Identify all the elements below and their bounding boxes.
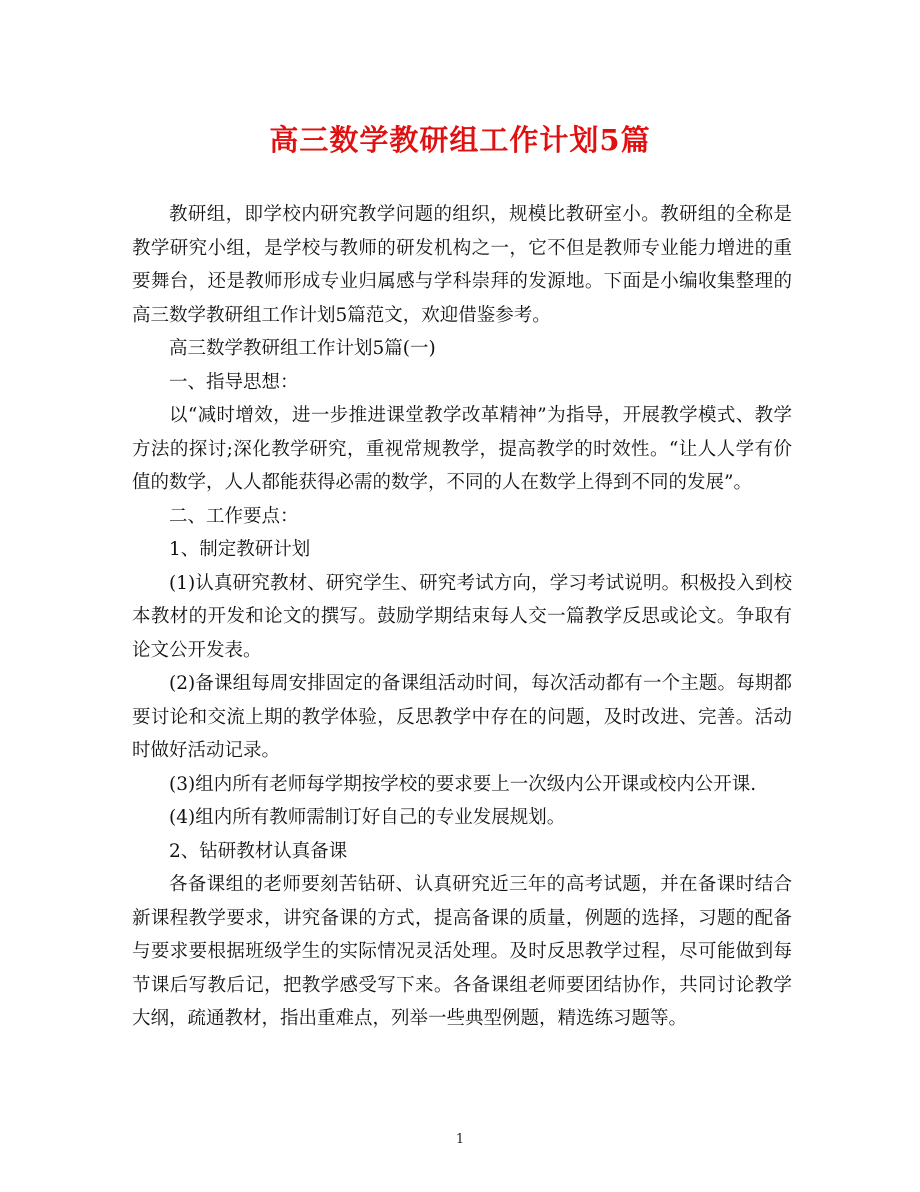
- guiding-ideology-paragraph: 以“减时增效，进一步推进课堂教学改革精神”为指导，开展教学模式、教学方法的探讨;深化教学研究，重视常规教学，提高教学的时效性。“让人人学有价值的数学，人人都能获得必需的数学，不同的人在数学上得到不同的发展”。: [132, 405, 792, 493]
- study-materials-paragraph: 各备课组的老师要刻苦钻研、认真研究近三年的高考试题，并在备课时结合新课程教学要求，讲究备课的方式，提高备课的质量，例题的选择，习题的配备与要求要根据班级学生的实际情况灵活处理。及时反思教学过程，尽可能做到每节课后写教后记，把教学感受写下来。各备课组老师要团结协作，共同讨论教学大纲，疏通教材，指出重难点，列举一些典型例题，精选练习题等。: [132, 874, 792, 1029]
- page-number: 1: [455, 1132, 465, 1147]
- heading-study-materials: 2、钻研教材认真备课: [169, 840, 348, 862]
- list-item-1: (1)认真研究教材、研究学生、研究考试方向，学习考试说明。积极投入到校本教材的开发和论文的撰写。鼓励学期结束每人交一篇教学反思或论文。争取有论文公开发表。: [132, 572, 792, 661]
- section-heading-part-one: 高三数学教研组工作计划5篇(一): [169, 338, 436, 359]
- heading-guiding-ideology: 一、指导思想：: [169, 371, 299, 393]
- list-item-4: (4)组内所有教师需制订好自己的专业发展规划。: [169, 807, 566, 828]
- list-item-3: (3)组内所有老师每学期按学校的要求要上一次级内公开课或校内公开课.: [169, 773, 757, 795]
- intro-paragraph: 教研组，即学校内研究教学问题的组织，规模比教研室小。教研组的全称是教学研究小组，是学校与教师的研发机构之一，它不但是教师专业能力增进的重要舞台，还是教师形成专业归属感与学科崇拜的发源地。下面是小编收集整理的高三数学教研组工作计划5篇范文，欢迎借鉴参考。: [132, 204, 792, 326]
- document-body: [132, 198, 792, 1036]
- heading-research-plan: 1、制定教研计划: [169, 539, 311, 560]
- document-title: 高三数学教研组工作计划5篇: [269, 123, 651, 157]
- list-item-2: (2)备课组每周安排固定的备课组活动时间，每次活动都有一个主题。每期都要讨论和交流上期的教学体验，反思教学中存在的问题，及时改进、完善。活动时做好活动记录。: [132, 673, 792, 761]
- heading-work-points: 二、工作要点：: [169, 505, 299, 527]
